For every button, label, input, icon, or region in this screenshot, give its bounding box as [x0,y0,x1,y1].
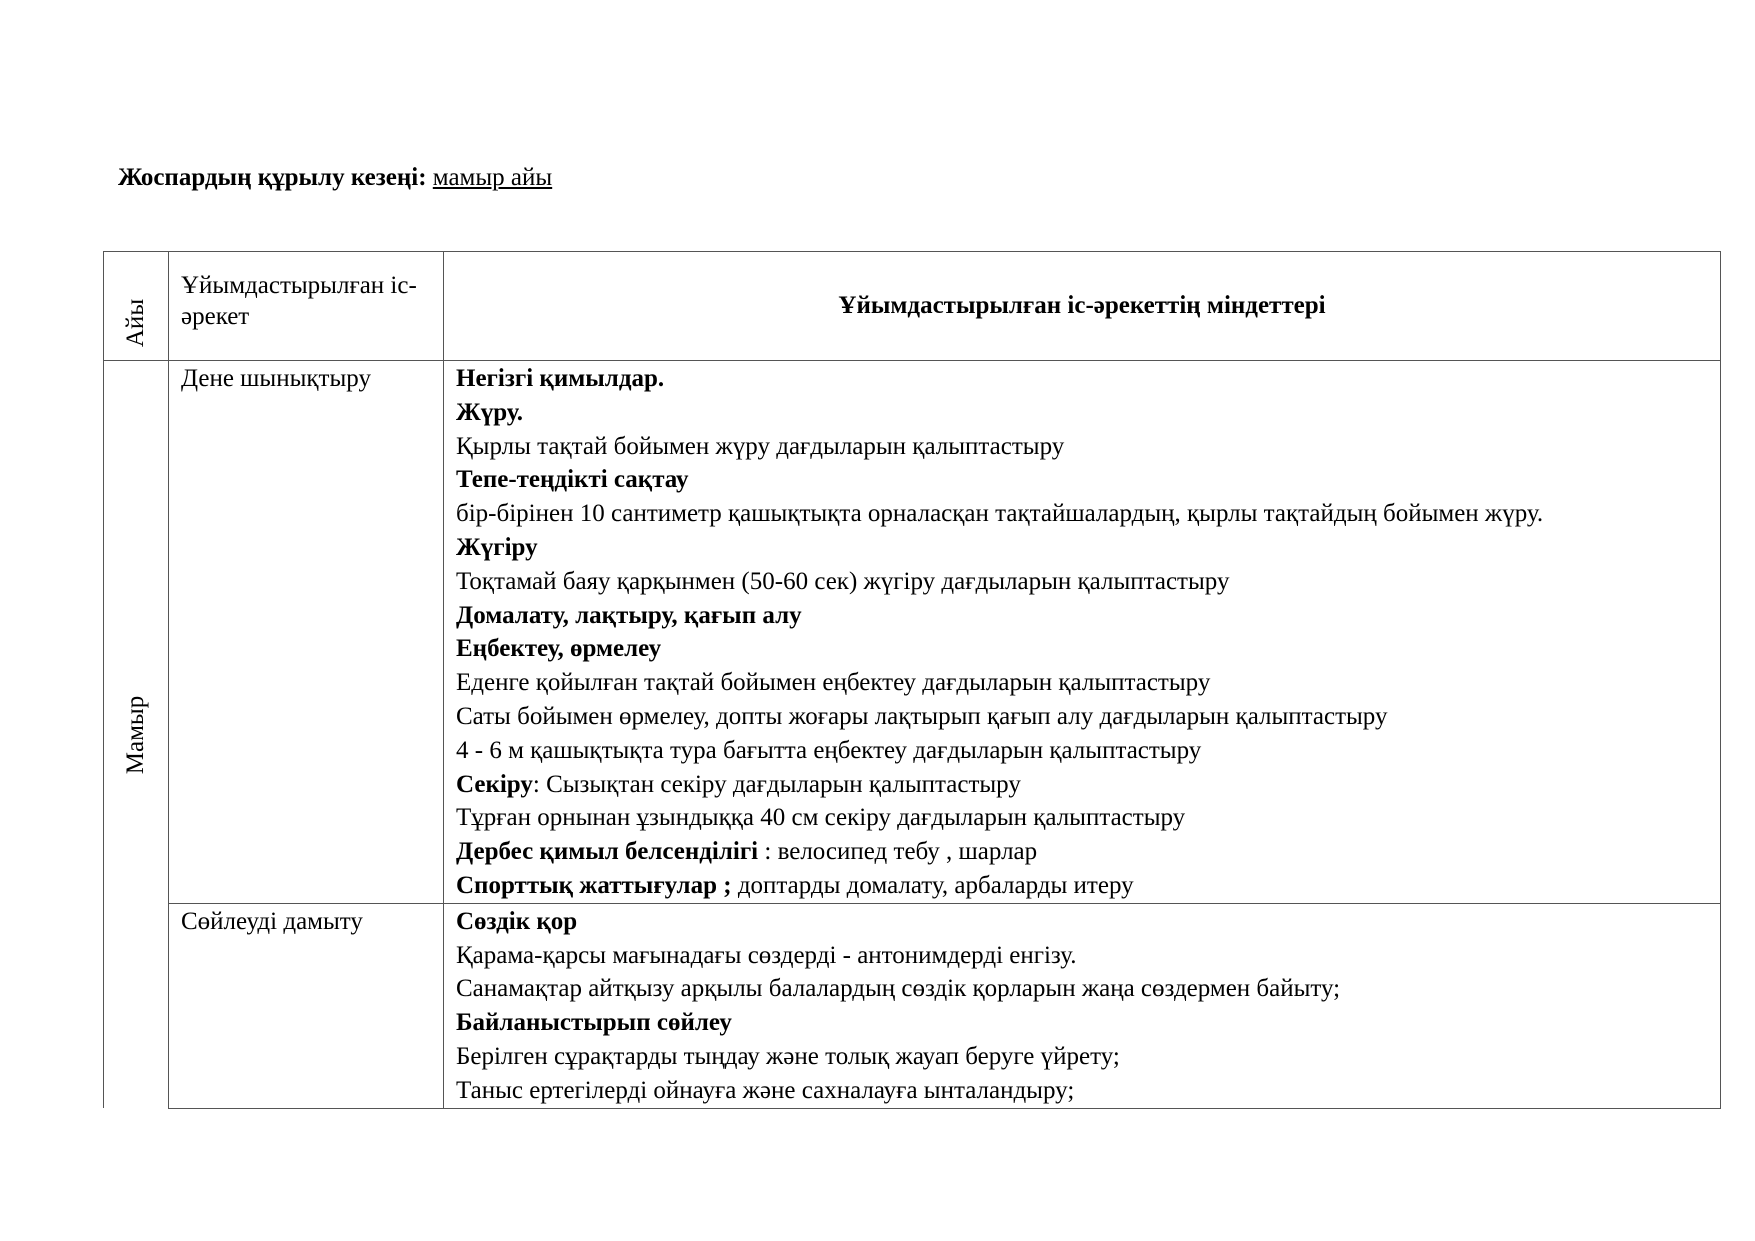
task-line-text: 4 - 6 м қашықтықта тура бағытта еңбектеу дағдыларын қалыптастыру [456,736,1202,764]
task-line-bold: Секіру [456,770,533,798]
activity-label: Дене шынықтыру [181,365,371,392]
plan-period-heading [118,163,552,193]
task-line [456,801,1712,835]
task-line [456,1040,1712,1074]
task-line [456,666,1712,700]
task-line [456,565,1712,599]
task-line-text: Таныс ертегілерді ойнауға және сахналауға ынталандыру; [456,1076,1075,1104]
task-line-bold: Тепе-теңдікті сақтау [456,466,689,494]
task-line-text: Тұрған орнынан ұзындыққа 40 см секіру дағдыларын қалыптастыру [456,804,1186,832]
task-line-text: Саты бойымен өрмелеу, допты жоғары лақтырып қағып алу дағдыларын қалыптастыру [456,702,1388,730]
task-line-bold: Домалату, лақтыру, қағып алу [456,601,802,629]
task-line [456,972,1712,1006]
task-line-bold: Сөздік қор [456,907,578,935]
task-line [456,599,1712,633]
task-line [456,768,1712,802]
plan-period-value: мамыр айы [432,164,553,191]
task-line-bold: Жүру. [456,398,524,426]
task-line [456,463,1712,497]
task-line [456,362,1712,396]
month-label: Мамыр [122,695,149,774]
task-line-bold: Байланыстырып сөйлеу [456,1009,732,1037]
tasks-cell [444,361,1721,904]
activity-cell [169,903,444,1108]
header-activity-label: Ұйымдастырылған іс-әрекет [181,272,417,330]
header-goals-cell [444,252,1721,361]
header-month-cell [104,252,169,361]
task-line [456,531,1712,565]
task-line-text: Қарама-қарсы мағынадағы сөздерді - антонимдерді енгізу. [456,941,1077,969]
task-line-text: Берілген сұрақтарды тыңдау және толық жауап беруге үйрету; [456,1042,1120,1070]
header-activity-cell [169,252,444,361]
table-row [104,361,1721,904]
task-line [456,905,1712,939]
task-line [456,1074,1712,1108]
task-line-text: Қырлы тақтай бойымен жүру дағдыларын қалыптастыру [456,432,1065,460]
month-cell [104,361,169,1109]
task-line [456,497,1712,531]
task-line-bold: Жүгіру [456,533,538,561]
header-month-label: Айы [122,298,149,348]
task-line-bold: Спорттық жаттығулар ; [456,871,732,899]
task-line-text: Тоқтамай баяу қарқынмен (50-60 сек) жүгіру дағдыларын қалыптастыру [456,567,1230,595]
task-line [456,700,1712,734]
task-line-text: : Сызықтан секіру дағдыларын қалыптастыру [532,770,1021,798]
task-line-bold: Дербес қимыл белсенділігі [456,838,759,866]
plan-table [103,251,1721,1109]
task-line [456,396,1712,430]
task-line-text: доптарды домалату, арбаларды итеру [731,871,1134,899]
task-line [456,835,1712,869]
task-line [456,430,1712,464]
task-line-text: Санамақтар айтқызу арқылы балалардың сөздік қорларын жаңа сөздермен байыту; [456,975,1341,1003]
activity-label: Сөйлеуді дамыту [181,907,363,935]
activity-cell [169,361,444,904]
task-line [456,734,1712,768]
task-line [456,869,1712,903]
table-header-row [104,252,1721,361]
task-line [456,1006,1712,1040]
task-line [456,939,1712,973]
table-row [104,903,1721,1108]
header-goals-label: Ұйымдастырылған іс-әрекеттің міндеттері [838,292,1326,320]
task-line-text: бір-бірінен 10 сантиметр қашықтықта орналасқан тақтайшалардың, қырлы тақтайдың бойымен жүру. [456,500,1544,528]
task-line-text: : велосипед тебу , шарлар [758,838,1038,866]
tasks-cell [444,903,1721,1108]
task-line-text: Еденге қойылған тақтай бойымен еңбектеу дағдыларын қалыптастыру [456,669,1211,697]
task-line-bold: Негізгі қимылдар. [456,365,665,392]
task-line-bold: Еңбектеу, өрмелеу [456,635,662,663]
task-line [456,632,1712,666]
plan-period-label: Жоспардың құрылу кезеңі: [118,164,427,191]
